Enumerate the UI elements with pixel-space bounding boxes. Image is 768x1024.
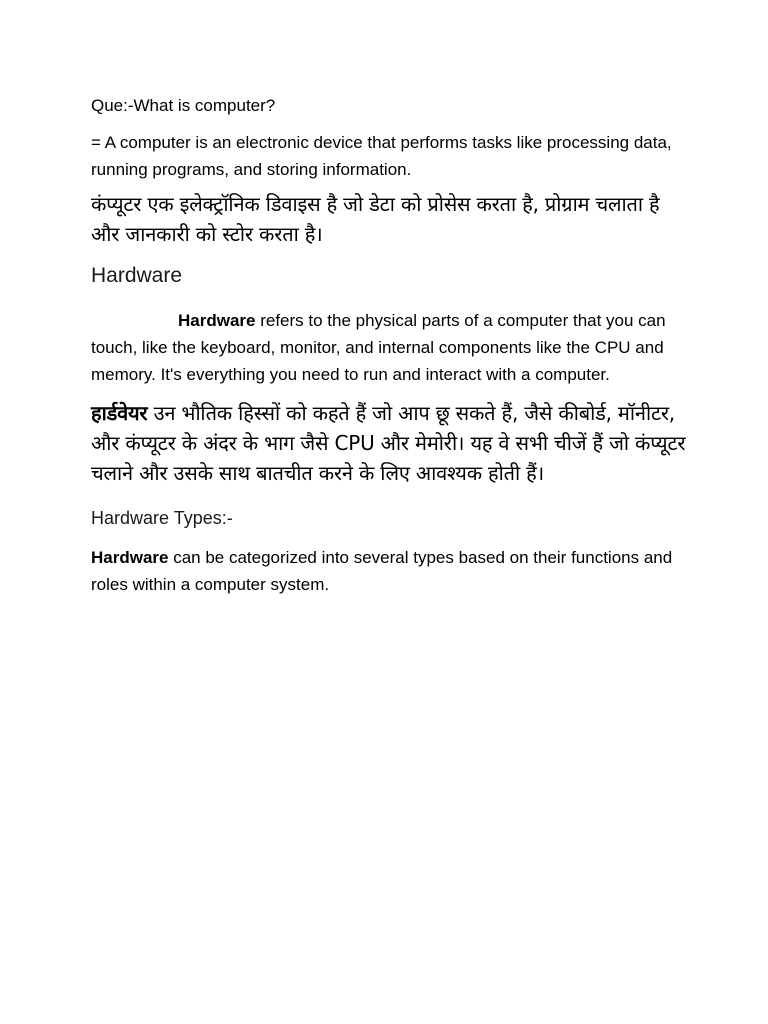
question-text: Que:-What is computer? xyxy=(91,96,276,115)
hardware-types-heading: Hardware Types:- xyxy=(91,508,233,528)
hardware-definition-text: refers to the physical parts of a computer that you can touch, like the keyboard, monitor, and internal components like the CPU and memory. It's everything you need to run and interact with a computer. xyxy=(91,311,666,384)
hardware-term-hindi: हार्डवेयर xyxy=(91,401,148,425)
document-content xyxy=(91,92,691,598)
hardware-definition-hindi-text: उन भौतिक हिस्सों को कहते हैं जो आप छू सकते हैं, जैसे कीबोर्ड, मॉनीटर, और कंप्यूटर के अंदर के भाग जैसे CPU और मेमोरी। यह वे सभी चीजें हैं जो कंप्यूटर चलाने और उसके साथ बातचीत करने के लिए आवश्यक होती हैं। xyxy=(91,401,686,485)
hardware-heading: Hardware xyxy=(91,264,183,287)
hardware-definition-english xyxy=(91,307,691,388)
hardware-definition-hindi xyxy=(91,398,691,488)
hardware-types-text xyxy=(91,544,691,598)
hardware-types-description: can be categorized into several types based on their functions and roles within a computer system. xyxy=(91,548,673,594)
hardware-term: Hardware xyxy=(178,311,256,330)
hardware-types-term: Hardware xyxy=(91,548,169,567)
answer-hindi: कंप्यूटर एक इलेक्ट्रॉनिक डिवाइस है जो डेटा को प्रोसेस करता है, प्रोग्राम चलाता है और जानकारी को स्टोर करता है। xyxy=(91,192,660,246)
answer-english: = A computer is an electronic device that performs tasks like processing data, running programs, and storing information. xyxy=(91,133,672,179)
